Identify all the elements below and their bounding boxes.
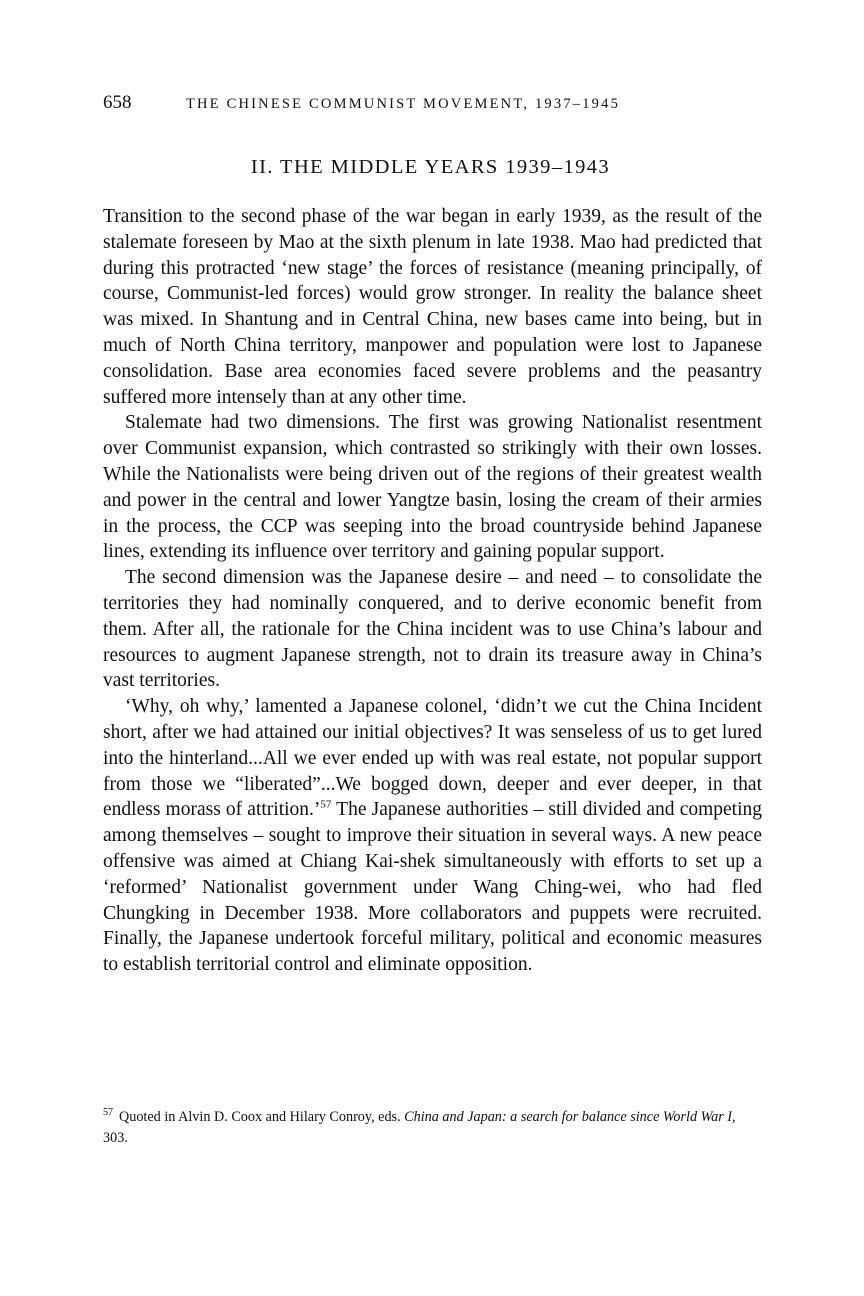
running-head — [103, 91, 783, 116]
footnote — [103, 1107, 762, 1149]
footnote-text: Quoted in Alvin D. Coox and Hilary Conroy, eds. — [119, 1109, 405, 1125]
footnote-page: , 303. — [103, 1109, 736, 1146]
paragraph-1: Transition to the second phase of the war began in early 1939, as the result of the stalemate foreseen by Mao at the sixth plenum in late 1938. Mao had predicted that during this protracted ‘new stage’ the forces of resistance (meaning principally, of course, Communist-led forces) would grow stronger. In reality the balance sheet was mixed. In Shantung and in Central China, new bases came into being, but in much of North China territory, manpower and population were lost to Japanese consolidation. Base area economies faced severe problems and the peasantry suffered more intensely than at any other time. — [103, 206, 762, 408]
footnote-book-title: China and Japan: a search for balance since World War I — [404, 1109, 733, 1125]
paragraph-2: Stalemate had two dimensions. The first was growing Nationalist resentment over Communist expansion, which contrasted so strikingly with their own losses. While the Nationalists were being driven out of the regions of their greatest wealth and power in the central and lower Yangtze basin, losing the cream of their armies in the process, the CCP was seeping into the broad countryside behind Japanese lines, extending its influence over territory and gaining popular support. — [103, 412, 762, 563]
paragraph-4-continuation: The Japanese authorities – still divided and competing among themselves – sought to improve their situation in several ways. A new peace offensive was aimed at Chiang Kai-shek simultaneously with efforts to set up a ‘reformed’ Nationalist government under Wang Ching-wei, who had fled Chungking in December 1938. More collaborators and puppets were recruited. Finally, the Japanese undertook forceful military, political and economic measures to establish territorial control and eliminate opposition. — [103, 799, 763, 976]
page-number: 658 — [103, 92, 132, 113]
body-text — [103, 204, 762, 978]
quote-text: ‘Why, oh why,’ lamented a Japanese colonel, ‘didn’t we cut the China Incident short, after we had attained our initial objectives? It was senseless of us to get lured into the hinterland...All we ever ended up with was real estate, not popular support from those we “liberated”...We bogged down, deeper and ever deeper, in that endless morass of attrition.’ — [103, 696, 762, 821]
paragraph-3: The second dimension was the Japanese desire – and need – to consolidate the territories they had nominally conquered, and to derive economic benefit from them. After all, the rationale for the China incident was to use China’s labour and resources to augment Japanese strength, not to drain its treasure away in China’s vast territories. — [103, 567, 762, 692]
running-title: THE CHINESE COMMUNIST MOVEMENT, 1937–1945 — [186, 96, 621, 112]
paragraph-4 — [103, 694, 762, 978]
footnote-mark: 57 — [103, 1107, 113, 1119]
section-title: II. THE MIDDLE YEARS 1939–1943 — [250, 156, 611, 178]
footnote-reference: 57 — [320, 798, 332, 811]
